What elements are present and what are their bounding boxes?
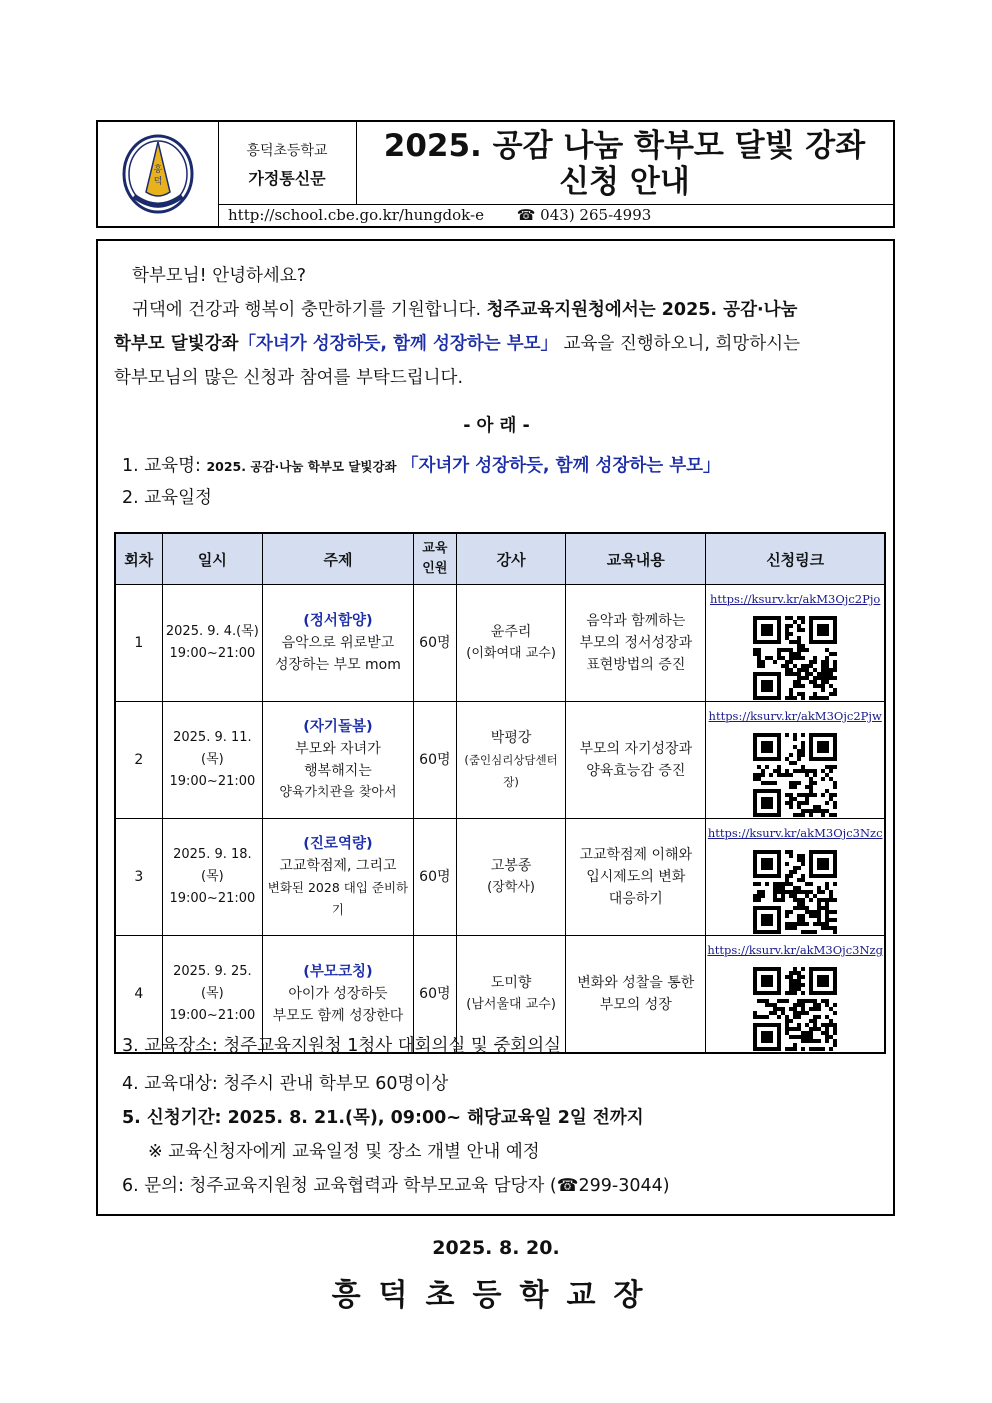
issue-date: 2025. 8. 20. xyxy=(432,1237,560,1259)
item-schedule-label: 2. 교육일정 xyxy=(122,488,212,508)
content-line: 표현방법의 증진 xyxy=(586,657,686,673)
topic-line: 성장하는 부모 mom xyxy=(275,657,401,673)
header-capacity: 교육 인원 xyxy=(413,533,456,585)
intro-line-1 xyxy=(114,293,879,327)
contact-line xyxy=(218,204,893,226)
topic-line: 변화된 2028 대입 준비하기 xyxy=(267,880,409,917)
cell-topic xyxy=(263,702,414,819)
cell-signup-link xyxy=(706,819,885,936)
school-logo-cell xyxy=(98,122,219,226)
topic-category: (진로역량) xyxy=(303,836,373,852)
header-content: 교육내용 xyxy=(566,533,706,585)
cell-content xyxy=(566,702,706,819)
cell-lecturer xyxy=(456,702,565,819)
lecturer-name: 박평강 xyxy=(490,730,532,746)
topic-line: 부모와 자녀가 xyxy=(295,741,381,757)
intro-line-2 xyxy=(114,327,879,361)
table-row xyxy=(115,702,885,819)
cell-signup-link xyxy=(706,585,885,702)
header-topic: 주제 xyxy=(263,533,414,585)
item-inquiry: 6. 문의: 청주교육지원청 교육협력과 학부모교육 담당자 (☎299-3044) xyxy=(122,1176,670,1196)
cell-lecturer xyxy=(456,585,565,702)
cell-content xyxy=(566,819,706,936)
topic-line: 부모도 함께 성장한다 xyxy=(272,1008,404,1024)
qr-code-icon[interactable] xyxy=(753,967,837,1051)
lecturer-affiliation: (줌인심리상담센터장) xyxy=(464,753,558,789)
course-title-highlight: 「자녀가 성장하듯, 함께 성장하는 부모」 xyxy=(238,334,559,354)
table-header-row xyxy=(115,533,885,585)
topic-category: (정서함양) xyxy=(303,613,373,629)
cell-datetime xyxy=(162,702,263,819)
session-number: 4 xyxy=(134,986,144,1002)
capacity-value: 60명 xyxy=(419,986,451,1002)
cell-session xyxy=(115,702,162,819)
schedule-table xyxy=(114,532,886,1054)
table-row xyxy=(115,585,885,702)
session-date: 2025. 9. 4.(목) xyxy=(165,624,259,639)
newsletter-header xyxy=(96,120,895,228)
item-venue: 3. 교육장소: 청주교육지원청 1청사 대회의실 및 중회의실 xyxy=(122,1036,562,1056)
signup-link[interactable]: https://ksurv.kr/akM3Ojc2Pjw xyxy=(708,709,882,723)
capacity-value: 60명 xyxy=(419,752,451,768)
session-number: 2 xyxy=(134,752,144,768)
school-emblem-logo xyxy=(98,122,218,226)
session-time: 19:00~21:00 xyxy=(169,1008,256,1023)
notice-label: - 아 래 - xyxy=(463,416,530,436)
svg-text:흥: 흥 xyxy=(153,165,163,175)
page-title-line1: 2025. 공감 나눔 학부모 달빛 강좌 xyxy=(383,128,866,164)
topic-line: 고교학점제, 그리고 xyxy=(279,858,397,874)
cell-topic xyxy=(263,819,414,936)
session-time: 19:00~21:00 xyxy=(169,646,256,661)
header-signup-link: 신청링크 xyxy=(706,533,885,585)
svg-text:덕: 덕 xyxy=(153,177,163,187)
cell-content xyxy=(566,585,706,702)
topic-category: (자기돌봄) xyxy=(303,719,373,735)
signup-link[interactable]: https://ksurv.kr/akM3Ojc2Pjo xyxy=(710,592,881,606)
session-time: 19:00~21:00 xyxy=(169,891,256,906)
session-number: 3 xyxy=(134,869,144,885)
newsletter-label: 가정통신문 xyxy=(248,169,326,188)
capacity-value: 60명 xyxy=(419,635,451,651)
content-line: 음악과 함께하는 xyxy=(586,613,686,629)
phone-number: ☎ 043) 265-4993 xyxy=(516,206,652,224)
content-line: 양육효능감 증진 xyxy=(586,763,686,779)
session-number: 1 xyxy=(134,635,144,651)
content-line: 변화와 성찰을 통한 xyxy=(577,975,695,991)
cell-capacity xyxy=(413,702,456,819)
session-date: 2025. 9. 18.(목) xyxy=(173,847,252,884)
item-1-course-title: 「자녀가 성장하듯, 함께 성장하는 부모」 xyxy=(400,456,721,476)
content-line: 부모의 성장 xyxy=(599,997,672,1013)
lecturer-name: 윤주리 xyxy=(490,624,532,640)
qr-code-icon[interactable] xyxy=(753,733,837,817)
intro-text-1: 귀댁에 건강과 행복이 충만하기를 기원합니다. xyxy=(132,300,487,320)
lecturer-affiliation: (이화여대 교수) xyxy=(466,646,556,661)
content-line: 입시제도의 변화 xyxy=(586,869,686,885)
cell-datetime xyxy=(162,819,263,936)
signup-link[interactable]: https://ksurv.kr/akM3Ojc3Nzg xyxy=(707,943,883,957)
cell-signup-link xyxy=(706,936,885,1054)
cell-datetime xyxy=(162,585,263,702)
page-title-line2: 신청 안내 xyxy=(559,164,690,200)
topic-line: 음악으로 위로받고 xyxy=(281,635,395,651)
session-time: 19:00~21:00 xyxy=(169,774,256,789)
item-application-period: 5. 신청기간: 2025. 8. 21.(목), 09:00~ 해당교육일 2일 전까지 xyxy=(122,1108,644,1128)
cell-session xyxy=(115,819,162,936)
lecturer-name: 고봉종 xyxy=(490,858,532,874)
lecturer-affiliation: (장학사) xyxy=(487,880,535,895)
cell-topic xyxy=(263,585,414,702)
intro-text-2: 교육을 진행하오니, 희망하시는 xyxy=(558,334,801,354)
header-datetime: 일시 xyxy=(162,533,263,585)
cell-session xyxy=(115,585,162,702)
content-line: 고교학점제 이해와 xyxy=(579,847,693,863)
intro-bold-1: 청주교육지원청에서는 2025. 공감·나눔 xyxy=(486,300,798,320)
school-url-link[interactable]: http://school.cbe.go.kr/hungdok-e xyxy=(228,206,484,224)
session-date: 2025. 9. 11.(목) xyxy=(173,730,252,767)
content-line: 대응하기 xyxy=(608,891,663,907)
greeting: 학부모님! 안녕하세요? xyxy=(132,266,307,286)
item-course-name xyxy=(122,451,721,482)
session-date: 2025. 9. 25.(목) xyxy=(173,964,252,1001)
cell-lecturer xyxy=(456,819,565,936)
cell-content xyxy=(566,936,706,1054)
intro-line-3: 학부모님의 많은 신청과 참여를 부탁드립니다. xyxy=(114,368,464,388)
content-line: 부모의 자기성장과 xyxy=(579,741,693,757)
topic-line: 아이가 성장하듯 xyxy=(288,986,388,1002)
topic-line: 양육가치관을 찾아서 xyxy=(279,785,397,800)
header-session: 회차 xyxy=(115,533,162,585)
qr-code-icon[interactable] xyxy=(753,850,837,934)
lecturer-name: 도미향 xyxy=(490,975,532,991)
topic-line: 행복해지는 xyxy=(304,763,372,779)
cell-signup-link xyxy=(706,702,885,819)
item-target: 4. 교육대상: 청주시 관내 학부모 60명이상 xyxy=(122,1074,449,1094)
lecturer-affiliation: (남서울대 교수) xyxy=(466,997,556,1012)
table-row xyxy=(115,819,885,936)
header-lecturer: 강사 xyxy=(456,533,565,585)
cell-capacity xyxy=(413,819,456,936)
item-application-note: ※ 교육신청자에게 교육일정 및 장소 개별 안내 예정 xyxy=(148,1142,540,1162)
item-1-small: 2025. 공감·나눔 학부모 달빛강좌 xyxy=(206,459,401,474)
principal-signature: 흥덕초등학교장 xyxy=(331,1278,661,1313)
school-name: 흥덕초등학교 xyxy=(246,143,328,159)
signup-link[interactable]: https://ksurv.kr/akM3Ojc3Nzc xyxy=(707,826,883,840)
topic-category: (부모코칭) xyxy=(303,964,373,980)
intro-bold-2: 학부모 달빛강좌 xyxy=(114,334,239,354)
content-line: 부모의 정서성장과 xyxy=(579,635,693,651)
item-1-label: 1. 교육명: xyxy=(122,456,207,476)
cell-capacity xyxy=(413,585,456,702)
school-name-cell xyxy=(218,122,357,205)
title-cell xyxy=(356,122,893,205)
capacity-value: 60명 xyxy=(419,869,451,885)
notice-body xyxy=(96,239,895,1216)
qr-code-icon[interactable] xyxy=(753,616,837,700)
